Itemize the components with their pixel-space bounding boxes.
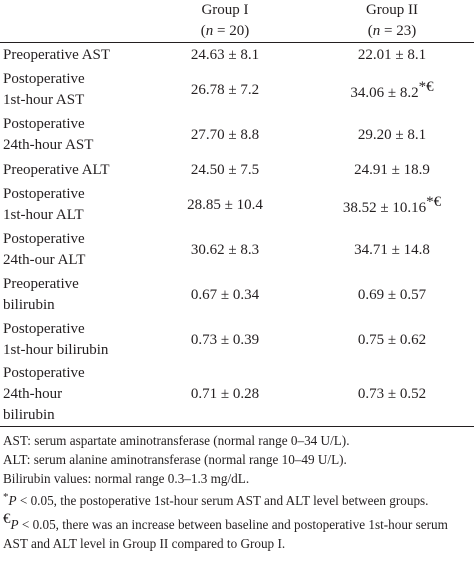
table-body	[0, 43, 474, 427]
table-row	[0, 43, 474, 68]
row-label-line: 24th-our ALT	[3, 252, 86, 268]
table-row	[0, 228, 474, 273]
row-label-line: Postoperative	[3, 71, 85, 87]
group-2-value: 22.01 ± 8.1	[357, 46, 427, 63]
group-2-cell	[310, 318, 474, 363]
row-label	[0, 113, 140, 158]
table-footnotes	[3, 431, 471, 553]
group-2-cell	[310, 183, 474, 228]
group-2-cell	[310, 113, 474, 158]
row-label-line: 1st-hour ALT	[3, 207, 84, 223]
group-2-cell	[310, 68, 474, 113]
group-2-cell	[310, 43, 474, 68]
group-2-value: 34.71 ± 14.8	[354, 241, 430, 258]
row-label-line: Postoperative	[3, 116, 85, 132]
row-label	[0, 363, 140, 427]
row-label	[0, 158, 140, 183]
row-label	[0, 228, 140, 273]
row-label	[0, 273, 140, 318]
row-label-line: Preoperative	[3, 276, 79, 292]
row-label-line: Postoperative	[3, 231, 85, 247]
group-2-value: 34.06 ± 8.2	[350, 84, 419, 101]
footnote-euro: €P < 0.05, there was an increase between baseline and postoperative 1st-hour serum AST and ALT level in Group II compared to Group I.	[3, 511, 448, 551]
table-row	[0, 273, 474, 318]
row-label	[0, 43, 140, 68]
row-label-line: Postoperative	[3, 321, 85, 337]
footnote-alt: ALT: serum alanine aminotransferase (normal range 10–49 U/L).	[3, 452, 347, 467]
footnote-ast: AST: serum aspartate aminotransferase (normal range 0–34 U/L).	[3, 433, 350, 448]
row-label-line: Preoperative AST	[3, 46, 111, 63]
table-row	[0, 158, 474, 183]
group-2-value: 38.52 ± 10.16	[342, 199, 427, 216]
table-row	[0, 183, 474, 228]
group-1-value: 27.70 ± 8.8	[190, 126, 260, 143]
group-1-value: 0.67 ± 0.34	[190, 286, 260, 303]
group-1-value: 28.85 ± 10.4	[187, 196, 263, 213]
footnote-bilirubin: Bilirubin values: normal range 0.3–1.3 mg/dL.	[3, 471, 250, 486]
footnote-star: *P < 0.05, the postoperative 1st-hour serum AST and ALT level between groups.	[3, 491, 429, 508]
significance-marks: *€	[426, 193, 442, 210]
row-label-line: Postoperative	[3, 186, 85, 202]
row-label-line: bilirubin	[3, 406, 55, 423]
row-label	[0, 183, 140, 228]
group-2-cell	[310, 158, 474, 183]
group-1-value: 24.50 ± 7.5	[190, 161, 260, 178]
group-1-value: 0.73 ± 0.39	[190, 331, 260, 348]
row-label-line: 1st-hour AST	[3, 92, 85, 108]
group-2-cell	[310, 228, 474, 273]
group-2-n: (n = 23)	[367, 23, 417, 39]
row-label-line: Postoperative	[3, 364, 85, 381]
group-1-value: 26.78 ± 7.2	[190, 81, 260, 98]
group-2-name: Group II	[365, 2, 419, 18]
table-row	[0, 363, 474, 427]
row-label-line: 1st-hour bilirubin	[3, 342, 109, 358]
group-1-name: Group I	[201, 2, 249, 18]
row-label	[0, 318, 140, 363]
significance-marks: *€	[418, 78, 434, 95]
group-2-value: 0.69 ± 0.57	[357, 286, 427, 303]
group-1-value: 30.62 ± 8.3	[190, 241, 260, 258]
row-label-line: Preoperative ALT	[3, 161, 110, 178]
group-1-n: (n = 20)	[200, 23, 250, 39]
group-2-cell	[310, 273, 474, 318]
header-group-1	[140, 0, 310, 43]
group-2-value: 0.75 ± 0.62	[357, 331, 427, 348]
group-2-cell	[310, 363, 474, 427]
group-2-value: 0.73 ± 0.52	[357, 385, 427, 402]
row-label-line: 24th-hour AST	[3, 137, 94, 153]
group-1-value: 24.63 ± 8.1	[190, 46, 260, 63]
header-group-2	[310, 0, 474, 43]
row-label-line: 24th-hour	[3, 385, 63, 402]
row-label-line: bilirubin	[3, 297, 55, 313]
table-row	[0, 318, 474, 363]
row-label	[0, 68, 140, 113]
table-row	[0, 68, 474, 113]
table-row	[0, 113, 474, 158]
header-row	[0, 0, 474, 43]
group-2-value: 29.20 ± 8.1	[357, 126, 427, 143]
header-corner	[0, 0, 140, 43]
group-2-value: 24.91 ± 18.9	[354, 161, 430, 178]
group-1-value: 0.71 ± 0.28	[190, 385, 260, 402]
